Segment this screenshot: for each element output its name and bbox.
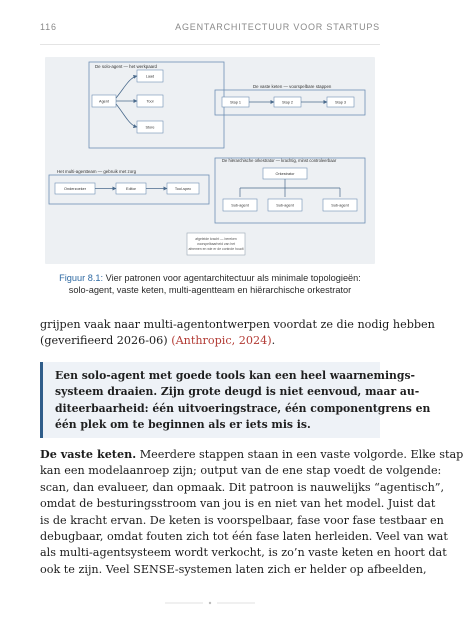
running-head xyxy=(40,22,380,38)
panel-multi-agent-team xyxy=(49,169,209,204)
para1-line-2 xyxy=(40,333,380,349)
ornament-dot xyxy=(209,602,211,604)
figure-label: Figuur 8.1: xyxy=(59,273,104,283)
para2-line-2: kan een modelaanroep zijn; output van de ene stap voedt de volgende: xyxy=(40,464,442,478)
caption-line-2: solo-agent, vaste keten, multi-agentteam en hiërarchische orkestrator xyxy=(68,285,352,295)
para2-line-3: scan, dan evalueer, dan opmaak. Dit patroon is nauwelijks “agentisch”, xyxy=(40,480,445,494)
callout-box xyxy=(40,362,431,438)
figure-note-line-2: voorspelbaarheid van het xyxy=(196,242,236,246)
team-node-1-label: Onderzoeker xyxy=(64,187,86,191)
panel-solo-agent xyxy=(89,62,224,148)
para1-line-2-end: . xyxy=(271,334,276,348)
paragraph-intro xyxy=(40,317,435,350)
paragraph-fixed-chain xyxy=(40,446,463,578)
para2-line-6: debugbaar, omdat fouten zich tot één fase laten herleiden. Veel van wat xyxy=(40,530,448,544)
team-node-3-label: Tool-spec xyxy=(174,187,192,191)
callout-line-3: diteerbaarheid: één uitvoeringstrace, één componentgrens en xyxy=(55,401,431,415)
panel-fixed-chain xyxy=(215,84,365,115)
solo-top-label: Laad xyxy=(145,74,155,79)
para2-line-5: is de kracht ervan. De keten is voorspelbaar, fase voor fase testbaar en xyxy=(40,513,444,527)
para1-line-1: grijpen vaak naar multi-agentontwerpen voordat ze die nodig hebben xyxy=(40,318,435,331)
panel-chain-title: De vaste keten — voorspelbare stappen xyxy=(253,84,332,89)
callout-line-2: systeem draaien. Zijn grote deugd is niet eenvoud, maar au- xyxy=(55,385,420,399)
figure-diagram xyxy=(45,57,375,264)
para2-line-1 xyxy=(40,446,463,463)
solo-bottom-label: Store xyxy=(145,125,155,130)
hier-connectors xyxy=(240,179,340,197)
figure-note-line-3: afnemen en wie er de controle houdt xyxy=(188,247,244,251)
hier-child-1-label: Sub-agent xyxy=(231,203,249,208)
hier-child-3-label: Sub-agent xyxy=(331,203,349,208)
chain-step-2-label: Stap 2 xyxy=(282,100,293,105)
para1-line-2-text: (geverifieerd 2026-06) xyxy=(40,334,172,348)
header-rule xyxy=(40,44,380,45)
figure-note-line-1: afgeleide kracht — bereken xyxy=(195,237,237,241)
hier-child-2-label: Sub-agent xyxy=(276,203,294,208)
citation-anthropic[interactable]: (Anthropic, 2024) xyxy=(171,334,272,348)
footer-ornament xyxy=(165,600,255,606)
solo-center-label: Tool xyxy=(146,99,154,104)
caption-line-1 xyxy=(40,272,380,284)
figure-agent-patterns xyxy=(45,57,375,264)
figure-caption xyxy=(40,272,380,296)
figure-note xyxy=(187,233,245,255)
team-node-2-label: Editor xyxy=(126,187,136,191)
solo-arrow-top xyxy=(116,76,137,98)
callout-text xyxy=(55,368,431,434)
page-number: 116 xyxy=(40,22,57,32)
running-title: AGENTARCHITECTUUR VOOR STARTUPS xyxy=(175,22,380,32)
para2-line-4: omdat de besturingsstroom van jou is en niet van het model. Juist dat xyxy=(40,497,436,511)
callout-line-4: één plek om te beginnen als er iets mis is. xyxy=(55,418,311,432)
solo-arrow-bottom xyxy=(116,104,137,127)
solo-agent-label: Agent xyxy=(99,99,109,104)
hier-root-label: Orkestrator xyxy=(275,172,295,176)
chain-step-1-label: Stap 1 xyxy=(230,100,241,105)
para2-line-8: ook te zijn. Veel SENSE-systemen laten zich er helder op afbeelden, xyxy=(40,562,427,576)
run-in-heading: De vaste keten. xyxy=(40,447,137,461)
para2-line-7: als multi-agentsysteem wordt verkocht, is zo’n vaste keten en hoort dat xyxy=(40,546,447,560)
callout-line-1: Een solo-agent met goede tools kan een heel waarnemings- xyxy=(55,369,416,382)
panel-hierarchical-orchestrator xyxy=(215,158,365,223)
panel-hier-title: De hiërarchische orkestrator — krachtig, minst controleerbaar xyxy=(222,158,337,163)
para2-line-1-text: Meerdere stappen staan in een vaste volgorde. Elke stap xyxy=(136,448,463,461)
chain-step-3-label: Stap 3 xyxy=(335,100,346,105)
panel-solo-title: De solo-agent — het werkpaard xyxy=(95,64,157,69)
panel-team-title: Het multi-agentteam — gebruik met zorg xyxy=(57,169,137,174)
caption-line-1-text: Vier patronen voor agentarchitectuur als minimale topologieën: xyxy=(103,273,361,283)
